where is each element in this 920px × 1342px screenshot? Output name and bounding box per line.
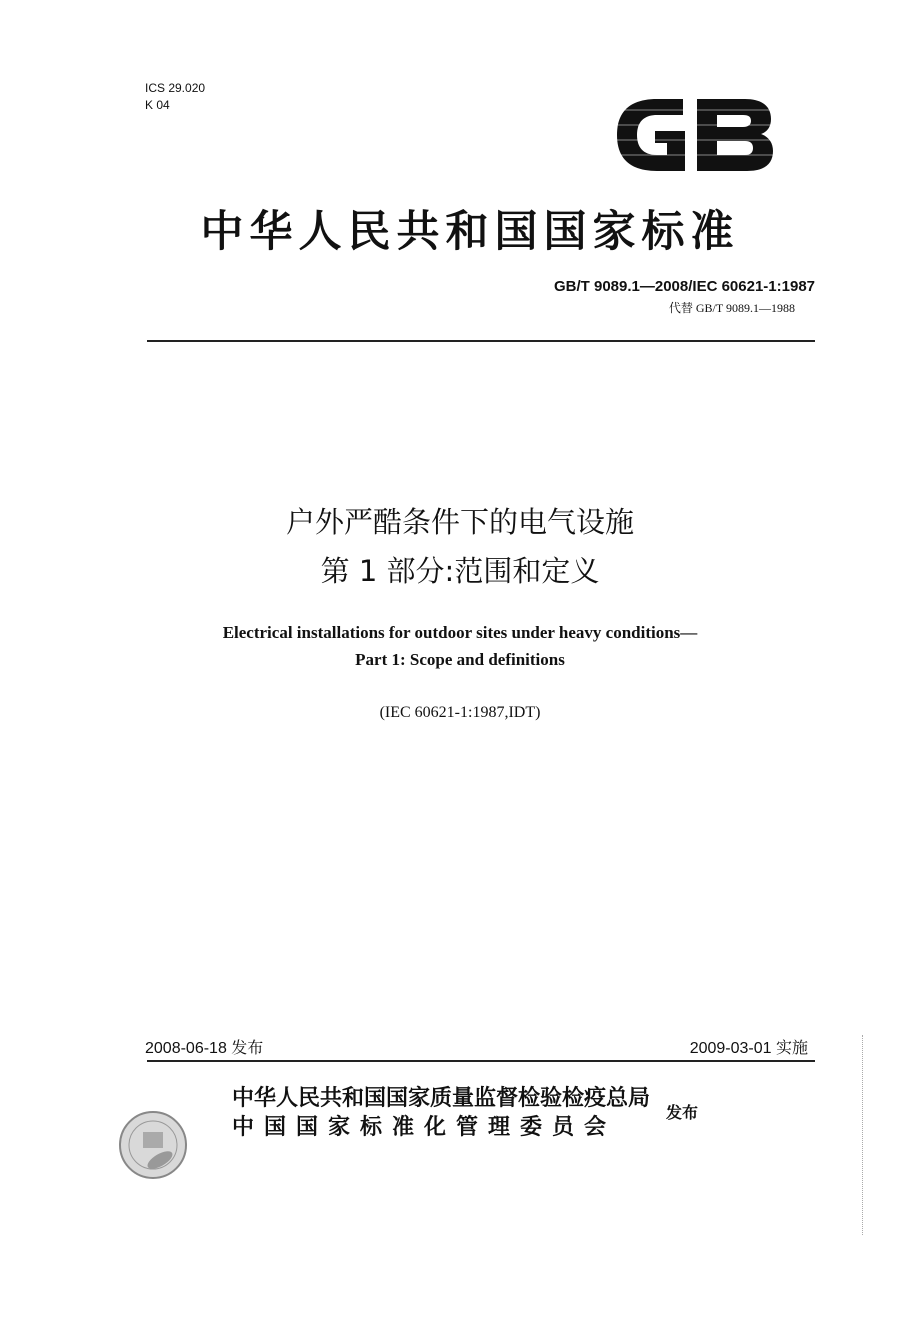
implementation-date: 2009-03-01 实施 bbox=[689, 1040, 808, 1057]
standard-number: GB/T 9089.1—2008/IEC 60621-1:1987 bbox=[554, 278, 815, 295]
official-seal-icon bbox=[118, 1110, 188, 1180]
ics-code: ICS 29.020 bbox=[145, 81, 206, 95]
adoption-note: (IEC 60621-1:1987,IDT) bbox=[379, 704, 541, 721]
chinese-title-line2: 第 1 部分:范围和定义 bbox=[320, 554, 600, 588]
issuer-sac: 中国国家标准化管理委员会 bbox=[232, 1115, 617, 1140]
gb-logo bbox=[605, 95, 775, 175]
national-standard-title: 中华人民共和国国家标准 bbox=[200, 207, 740, 257]
scan-edge-mark bbox=[862, 1035, 863, 1235]
english-title-line2: Part 1: Scope and definitions bbox=[355, 650, 565, 669]
english-title-line1: Electrical installations for outdoor sites under heavy conditions— bbox=[222, 623, 698, 642]
header-divider bbox=[147, 340, 815, 342]
ccs-code: K 04 bbox=[145, 98, 170, 112]
footer-divider bbox=[147, 1060, 815, 1062]
issuer-aqsiq: 中华人民共和国国家质量监督检验检疫总局 bbox=[232, 1086, 651, 1111]
chinese-title-line1: 户外严酷条件下的电气设施 bbox=[285, 505, 634, 539]
replaces-note: 代替 GB/T 9089.1—1988 bbox=[668, 301, 795, 315]
issue-date: 2008-06-18 发布 bbox=[145, 1040, 264, 1057]
publish-label: 发布 bbox=[666, 1103, 699, 1122]
classification-codes bbox=[145, 80, 205, 114]
